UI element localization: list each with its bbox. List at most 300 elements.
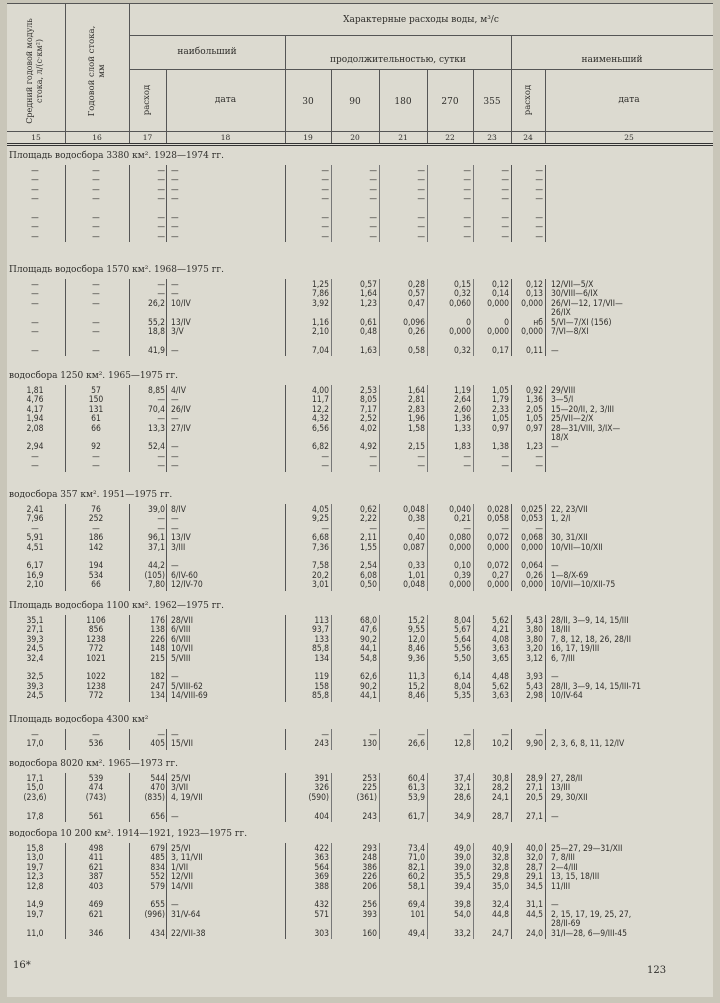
- table-cell: —: [171, 523, 179, 534]
- table-cell: 0,58: [407, 345, 425, 356]
- table-cell: 4,17: [26, 404, 44, 415]
- table-cell: 39,3: [26, 634, 44, 645]
- table-cell: 71,0: [407, 853, 425, 864]
- column-number: 23: [487, 133, 497, 142]
- table-cell: —: [157, 289, 165, 300]
- table-cell: —: [171, 194, 179, 205]
- table-cell: 534: [88, 570, 104, 581]
- table-cell: —: [92, 194, 100, 205]
- table-cell: —: [92, 461, 100, 472]
- table-cell: 24,0: [525, 928, 543, 939]
- table-cell: 0,000: [487, 298, 509, 309]
- column-number: 22: [445, 133, 455, 142]
- table-cell: 15—20/II, 2, 3/III: [551, 404, 614, 415]
- table-cell: 2,98: [525, 691, 543, 702]
- table-cell: —: [171, 561, 179, 572]
- table-cell: 0,10: [453, 561, 471, 572]
- table-cell: (590): [308, 792, 329, 803]
- table-cell: 0,072: [487, 533, 509, 544]
- table-cell: 96,1: [147, 533, 165, 544]
- table-cell: 4,76: [26, 395, 44, 406]
- table-cell: 225: [362, 783, 377, 794]
- table-cell: 58,1: [407, 881, 425, 892]
- table-cell: —: [501, 461, 509, 472]
- table-cell: 13, 15, 18/III: [551, 872, 600, 883]
- table-cell: 404: [314, 811, 329, 822]
- table-cell: 5,62: [491, 681, 509, 692]
- table-cell: 9,25: [311, 514, 329, 525]
- table-cell: —: [31, 345, 39, 356]
- table-cell: 253: [362, 774, 377, 784]
- table-cell: 30,8: [491, 774, 509, 784]
- table-cell: 1—8/X-69: [551, 570, 589, 581]
- table-cell: 44,1: [359, 691, 377, 702]
- table-cell: 25/VI: [171, 774, 191, 784]
- table-cell: 34,9: [453, 811, 471, 822]
- table-cell: —: [321, 213, 329, 223]
- table-cell: 6,82: [311, 442, 329, 453]
- table-cell: 7,96: [26, 514, 44, 525]
- table-cell: 150: [88, 395, 104, 406]
- table-cell: 29,8: [491, 872, 509, 883]
- table-cell: —: [463, 175, 471, 186]
- table-cell: 12/VII: [171, 872, 194, 883]
- table-cell: —: [463, 523, 471, 534]
- table-cell: —: [171, 175, 179, 186]
- table-cell: —: [501, 523, 509, 534]
- table-cell: 0,12: [491, 280, 509, 290]
- table-cell: 31/I—28, 6—9/III-45: [551, 928, 627, 939]
- table-cell: 564: [314, 862, 329, 873]
- header-group: Характерные расходы воды, м³/с: [343, 15, 499, 25]
- table-cell: 8,05: [359, 395, 377, 406]
- table-cell: 113: [314, 616, 329, 626]
- table-cell: 7,80: [147, 580, 165, 591]
- table-cell: 10/IV: [171, 298, 191, 309]
- table-cell: 0,000: [487, 580, 509, 591]
- table-cell: 1,55: [359, 542, 377, 553]
- table-cell: 7,86: [311, 289, 329, 300]
- table-cell: 44,8: [491, 909, 509, 920]
- table-cell: —: [171, 280, 179, 290]
- table-cell: 20,5: [525, 792, 543, 803]
- table-cell: 60,2: [407, 872, 425, 883]
- header-d90: 90: [349, 97, 361, 107]
- table-cell: 5,43: [525, 616, 543, 626]
- table-cell: —: [417, 213, 425, 223]
- table-cell: —: [92, 317, 100, 328]
- table-cell: 0,025: [521, 505, 543, 515]
- table-cell: —: [92, 730, 100, 740]
- table-cell: 0,000: [487, 327, 509, 337]
- table-cell: 0,060: [449, 298, 471, 309]
- table-cell: 1,16: [311, 317, 329, 328]
- table-cell: 8/IV: [171, 505, 186, 515]
- table-cell: 53,9: [407, 792, 425, 803]
- header-duration: продолжительностью, сутки: [330, 55, 466, 65]
- table-cell: 11,7: [311, 395, 329, 406]
- table-cell: —: [321, 231, 329, 242]
- table-cell: —: [92, 222, 100, 233]
- table-cell: 27/IV: [171, 423, 191, 434]
- table-cell: 15,8: [26, 844, 44, 854]
- table-cell: —: [321, 222, 329, 233]
- table-cell: 47,6: [359, 625, 377, 636]
- table-cell: —: [535, 231, 543, 242]
- header-d30: 30: [302, 97, 314, 107]
- table-cell: 39,0: [453, 853, 471, 864]
- table-cell: 1,05: [491, 386, 509, 396]
- table-cell: —: [369, 194, 377, 205]
- table-cell: (835): [144, 792, 165, 803]
- table-cell: 41,9: [147, 345, 165, 356]
- table-cell: 8,46: [407, 691, 425, 702]
- table-cell: 39,8: [453, 900, 471, 911]
- table-cell: 22, 23/VII: [551, 505, 588, 515]
- table-cell: 0,62: [359, 505, 377, 515]
- table-cell: 2,64: [453, 395, 471, 406]
- table-cell: 243: [314, 739, 329, 750]
- table-cell: 134: [314, 653, 329, 664]
- table-cell: 176: [150, 616, 165, 626]
- table-cell: —: [501, 184, 509, 195]
- table-cell: 37,1: [147, 542, 165, 553]
- table-cell: 621: [88, 909, 104, 920]
- table-cell: —: [31, 213, 39, 223]
- table-cell: 0,32: [453, 289, 471, 300]
- table-cell: 25—27, 29—31/XII: [551, 844, 623, 854]
- table-cell: —: [463, 730, 471, 740]
- table-cell: —: [463, 194, 471, 205]
- table-cell: 0,27: [491, 570, 509, 581]
- table-cell: 22/VII-38: [171, 928, 206, 939]
- section-title: водосбора 1250 км². 1965—1975 гг.: [9, 371, 178, 381]
- table-cell: —: [157, 395, 165, 406]
- table-cell: 0,000: [449, 327, 471, 337]
- table-cell: 0,087: [403, 542, 425, 553]
- table-cell: —: [463, 184, 471, 195]
- table-cell: —: [31, 280, 39, 290]
- table-cell: 1,23: [359, 298, 377, 309]
- table-cell: 0,28: [407, 280, 425, 290]
- table-cell: 1022: [86, 672, 106, 683]
- table-cell: —: [535, 451, 543, 462]
- table-cell: 35,0: [491, 881, 509, 892]
- table-cell: —: [417, 523, 425, 534]
- table-cell: 39,4: [453, 881, 471, 892]
- table-cell: —: [157, 461, 165, 472]
- table-cell: —: [417, 730, 425, 740]
- table-cell: 11,3: [407, 672, 425, 683]
- table-cell: 131: [88, 404, 104, 415]
- table-cell: 54,8: [359, 653, 377, 664]
- table-cell: —: [321, 451, 329, 462]
- table-cell: 28/II, 3—9, 14, 15/III-71: [551, 681, 642, 692]
- table-cell: 4,21: [491, 625, 509, 636]
- table-cell: —: [92, 451, 100, 462]
- table-cell: 14/VIII-69: [171, 691, 208, 702]
- table-cell: 0,50: [359, 580, 377, 591]
- table-cell: —: [417, 194, 425, 205]
- table-cell: 17,0: [26, 739, 44, 750]
- table-cell: 26/IV: [171, 404, 191, 415]
- table-cell: 0,000: [521, 580, 543, 591]
- table-cell: —: [157, 231, 165, 242]
- table-cell: 28,7: [491, 811, 509, 822]
- table-cell: 248: [362, 853, 377, 864]
- table-cell: 49,0: [453, 844, 471, 854]
- table-cell: 7, 8/III: [551, 853, 575, 864]
- table-cell: (23,6): [23, 792, 47, 803]
- table-cell: —: [321, 166, 329, 176]
- table-cell: —: [321, 184, 329, 195]
- table-cell: —: [463, 166, 471, 176]
- table-cell: 2,54: [359, 561, 377, 572]
- section-title: Площадь водосбора 1100 км². 1962—1975 гг.: [9, 601, 225, 611]
- table-cell: —: [551, 672, 559, 683]
- table-cell: 28,7: [525, 862, 543, 873]
- table-cell: 33,2: [453, 928, 471, 939]
- table-cell: —: [501, 166, 509, 176]
- table-cell: —: [321, 175, 329, 186]
- table-cell: 44,1: [359, 644, 377, 655]
- table-cell: —: [551, 345, 559, 356]
- table-cell: 0,17: [491, 345, 509, 356]
- table-cell: 6,08: [359, 570, 377, 581]
- table-cell: —: [157, 194, 165, 205]
- table-cell: (996): [144, 909, 165, 920]
- table-cell: 39,0: [453, 862, 471, 873]
- table-cell: 9,36: [407, 653, 425, 664]
- table-cell: 303: [314, 928, 329, 939]
- table-cell: —: [157, 184, 165, 195]
- table-cell: —: [31, 184, 39, 195]
- table-cell: 61: [91, 414, 101, 425]
- table-cell: 26/VI—12, 17/VII—: [551, 298, 623, 309]
- table-cell: —: [92, 289, 100, 300]
- table-cell: —: [551, 811, 559, 822]
- table-cell: 0,57: [407, 289, 425, 300]
- table-cell: 1,01: [407, 570, 425, 581]
- table-cell: 5,62: [491, 616, 509, 626]
- table-cell: —: [369, 523, 377, 534]
- table-cell: —: [31, 166, 39, 176]
- table-cell: 44,5: [525, 909, 543, 920]
- header-max-flow: расход: [142, 84, 152, 116]
- table-cell: —: [171, 461, 179, 472]
- table-cell: 18/III: [551, 625, 571, 636]
- table-cell: 12,3: [26, 872, 44, 883]
- table-cell: 61,7: [407, 811, 425, 822]
- table-cell: 62,6: [359, 672, 377, 683]
- table-cell: —: [31, 451, 39, 462]
- table-cell: 5,43: [525, 681, 543, 692]
- table-cell: 28,6: [453, 792, 471, 803]
- table-cell: 13/IV: [171, 317, 191, 328]
- table-cell: 0,40: [407, 533, 425, 544]
- table-cell: 0,096: [403, 317, 425, 328]
- table-cell: 4/IV: [171, 386, 186, 396]
- table-cell: 3,20: [525, 644, 543, 655]
- table-cell: 49,4: [407, 928, 425, 939]
- table-cell: —: [31, 327, 39, 337]
- table-cell: 15,2: [407, 616, 425, 626]
- document-page: [7, 3, 713, 997]
- table-cell: 1,96: [407, 414, 425, 425]
- table-cell: 4,32: [311, 414, 329, 425]
- table-cell: 24,5: [26, 644, 44, 655]
- table-cell: 469: [88, 900, 104, 911]
- table-cell: —: [535, 222, 543, 233]
- table-cell: —: [501, 175, 509, 186]
- table-cell: 0,26: [407, 327, 425, 337]
- table-cell: 28,9: [525, 774, 543, 784]
- table-cell: —: [501, 222, 509, 233]
- table-cell: 579: [150, 881, 165, 892]
- table-cell: 54,0: [453, 909, 471, 920]
- table-cell: 7,58: [311, 561, 329, 572]
- table-cell: 160: [362, 928, 377, 939]
- table-cell: 60,4: [407, 774, 425, 784]
- table-cell: 70,4: [147, 404, 165, 415]
- table-cell: (361): [356, 792, 377, 803]
- table-cell: 101: [410, 909, 425, 920]
- table-cell: 0,000: [521, 327, 543, 337]
- table-cell: 1106: [86, 616, 106, 626]
- table-cell: 35,5: [453, 872, 471, 883]
- table-cell: 148: [150, 644, 165, 655]
- table-cell: 12,8: [453, 739, 471, 750]
- table-cell: 1,05: [491, 414, 509, 425]
- table-cell: —: [501, 194, 509, 205]
- table-cell: 76: [91, 505, 101, 515]
- table-cell: —: [171, 289, 179, 300]
- table-cell: 34,5: [525, 881, 543, 892]
- table-cell: 1,64: [359, 289, 377, 300]
- table-cell: 18,8: [147, 327, 165, 337]
- table-cell: 25/VI: [171, 844, 191, 854]
- table-cell: 28/VII: [171, 616, 194, 626]
- table-cell: 138: [150, 625, 165, 636]
- table-cell: 3, 11/VII: [171, 853, 203, 864]
- table-cell: 0,97: [491, 423, 509, 434]
- table-cell: 0,058: [487, 514, 509, 525]
- table-cell: 1/VII: [171, 862, 189, 873]
- column-number: 19: [303, 133, 313, 142]
- table-cell: —: [463, 231, 471, 242]
- header-c16: Годовой слой стока, мм: [87, 25, 107, 117]
- column-number: 25: [624, 133, 634, 142]
- section-title: водосбора 8020 км². 1965—1973 гг.: [9, 759, 178, 769]
- table-cell: 1,94: [26, 414, 44, 425]
- table-cell: 0,048: [403, 580, 425, 591]
- header-max: наибольший: [177, 47, 237, 57]
- table-cell: —: [157, 414, 165, 425]
- table-cell: —: [417, 184, 425, 195]
- table-cell: 256: [362, 900, 377, 911]
- table-cell: 561: [88, 811, 104, 822]
- table-cell: 655: [150, 900, 165, 911]
- table-cell: 2,05: [525, 404, 543, 415]
- table-cell: —: [417, 461, 425, 472]
- table-cell: —: [535, 523, 543, 534]
- table-cell: 369: [314, 872, 329, 883]
- table-cell: —: [369, 213, 377, 223]
- table-cell: —: [171, 345, 179, 356]
- table-cell: 470: [150, 783, 165, 794]
- table-cell: 186: [88, 533, 104, 544]
- table-cell: —: [92, 345, 100, 356]
- table-cell: 1,23: [525, 442, 543, 453]
- table-cell: 3,63: [491, 691, 509, 702]
- table-cell: 5,64: [453, 634, 471, 645]
- table-cell: 142: [88, 542, 104, 553]
- table-cell: 6,14: [453, 672, 471, 683]
- table-cell: 27, 28/II: [551, 774, 583, 784]
- table-cell: 3,80: [525, 634, 543, 645]
- header-min-date: дата: [618, 95, 640, 105]
- table-cell: —: [92, 213, 100, 223]
- table-cell: —: [171, 514, 179, 525]
- table-cell: 2,94: [26, 442, 44, 453]
- table-cell: 19,7: [26, 909, 44, 920]
- table-cell: —: [171, 231, 179, 242]
- table-cell: 2,52: [359, 414, 377, 425]
- column-number: 18: [220, 133, 231, 142]
- table-cell: 130: [362, 739, 377, 750]
- table-cell: 2,41: [26, 505, 44, 515]
- table-cell: 55,2: [147, 317, 165, 328]
- table-cell: —: [535, 184, 543, 195]
- table-cell: 1,05: [525, 414, 543, 425]
- table-cell: 0,39: [453, 570, 471, 581]
- table-cell: —: [417, 166, 425, 176]
- table-cell: —: [31, 194, 39, 205]
- table-cell: 656: [150, 811, 165, 822]
- table-cell: 13,3: [147, 423, 165, 434]
- table-cell: 1,33: [453, 423, 471, 434]
- table-cell: 0,33: [407, 561, 425, 572]
- table-cell: 3,93: [525, 672, 543, 683]
- table-cell: —: [171, 672, 179, 683]
- table-cell: —: [535, 166, 543, 176]
- table-cell: —: [171, 213, 179, 223]
- table-cell: 1,81: [26, 386, 44, 396]
- table-cell: 6,68: [311, 533, 329, 544]
- table-cell: 7, 8, 12, 18, 26, 28/II: [551, 634, 632, 645]
- table-cell: 1,19: [453, 386, 471, 396]
- table-cell: 85,8: [311, 644, 329, 655]
- table-cell: 90,2: [359, 681, 377, 692]
- table-cell: —: [171, 414, 179, 425]
- table-cell: —: [551, 561, 559, 572]
- table-cell: 26,6: [407, 739, 425, 750]
- section-title: Площадь водосбора 4300 км²: [9, 715, 149, 725]
- table-cell: 5/VI—7/XI (156): [551, 317, 612, 328]
- table-cell: 66: [91, 423, 101, 434]
- table-cell: 856: [88, 625, 104, 636]
- table-cell: —: [535, 461, 543, 472]
- table-cell: 0,61: [359, 317, 377, 328]
- table-cell: 432: [314, 900, 329, 911]
- table-cell: —: [157, 451, 165, 462]
- table-cell: —: [92, 166, 100, 176]
- table-cell: 4,48: [491, 672, 509, 683]
- table-cell: —: [369, 166, 377, 176]
- table-cell: 206: [362, 881, 377, 892]
- table-cell: 27,1: [525, 811, 543, 822]
- table-cell: —: [92, 175, 100, 186]
